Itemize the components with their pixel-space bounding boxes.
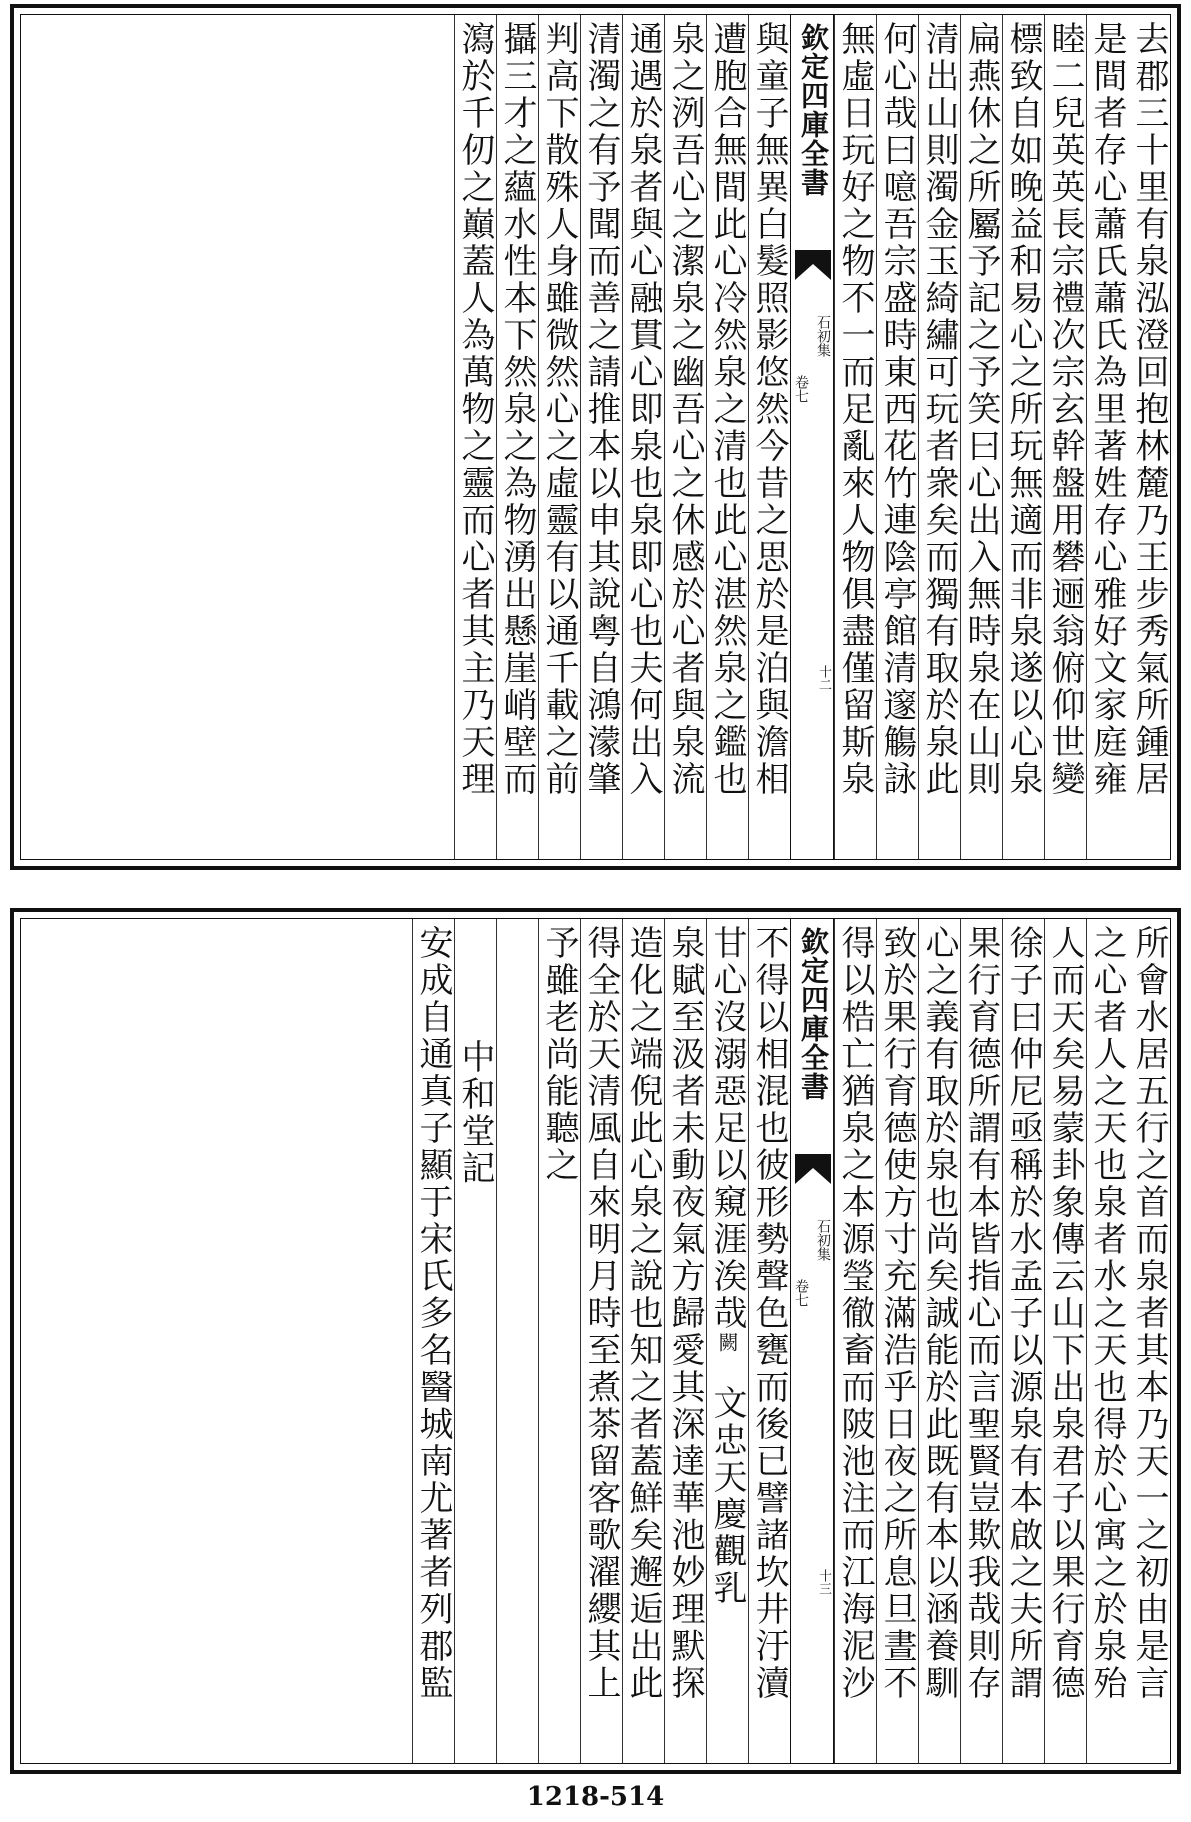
text-column: 致於果行育德使方寸充滿浩乎日夜之所息旦晝不 [876,919,918,1763]
bottom-page-text-frame [20,918,1171,1764]
text-column: 判高下散殊人身雖微然心之虛靈有以通千載之前 [538,15,580,859]
text-column: 造化之端倪此心泉之說也知之者蓋鮮矣邂逅出此 [622,919,664,1763]
text-column: 去郡三十里有泉泓澄回抱林麓乃王步秀氣所鍾居 [1129,21,1169,798]
text-column: 泉之洌吾心之潔泉之幽吾心之休感於心者與泉流 [664,15,706,859]
text-column: 無虛日玩好之物不一而足亂來人物俱盡僅留斯泉 [834,15,876,859]
gutter-book-title: 石初集 [815,315,831,357]
center-gutter [790,15,834,859]
text-column: 人而天矣易蒙卦象傳云山下出泉君子以果行育德 [1044,919,1086,1763]
text-column: 瀉於千仞之巔蓋人為萬物之靈而心者其主乃天理 [454,15,496,859]
text-column: 所會水居五行之首而泉者其本乃天一之初由是言 [1129,925,1169,1702]
text-column: 攝三才之蘊水性本下然泉之為物湧出懸崖峭壁而 [496,15,538,859]
text-column: 何心哉曰噫吾宗盛時東西花竹連陰亭館清邃觴詠 [876,15,918,859]
text-column: 扁燕休之所屬予記之予笑曰心出入無時泉在山則 [960,15,1002,859]
inline-note: 闕 [715,1332,739,1355]
gutter-title: 欽定四庫全書 [797,927,830,1101]
text-column: 是間者存心蕭氏蕭氏為里著姓存心雅好文家庭雍 [1086,15,1128,859]
text-column: 與童子無異白髮照影悠然今昔之思於是泊與澹相 [748,15,790,859]
text-column: 清出山則濁金玉綺繡可玩者衆矣而獨有取於泉此 [918,15,960,859]
text-column: 心之義有取於泉也尚矣誠能於此既有本以涵養馴 [918,919,960,1763]
gutter-juan: 卷七 [793,375,809,403]
text-column: 不得以相混也彼形勢聲色甕而後已譬諸坎井汙瀆 [748,919,790,1763]
text-column: 予雖老尚能聽之 [538,919,580,1763]
center-gutter [790,919,834,1763]
gutter-folio: 十三 [816,1569,831,1595]
text-column: 通遇於泉者與心融貫心即泉也泉即心也夫何出入 [622,15,664,859]
page-number: 1218-514 [526,1782,665,1812]
text-column: 泉賦至汲者未動夜氣方歸愛其深達華池妙理默探 [664,919,706,1763]
gutter-book-title: 石初集 [815,1219,831,1261]
text-column: 清濁之有予聞而善之請推本以申其說粤自鴻濛肇 [580,15,622,859]
text-column: 果行育德所謂有本皆指心而言聖賢豈欺我哉則存 [960,919,1002,1763]
text-column: 徐子曰仲尼亟稱於水孟子以源泉有本啟之夫所謂 [1002,919,1044,1763]
gutter-title: 欽定四庫全書 [797,23,830,197]
text-column: 遭胞合無間此心冷然泉之清也此心湛然泉之鑑也 [706,15,748,859]
section-heading: 中和堂記 [454,919,496,1763]
text-column: 安成自通真子顯于宋氏多名醫城南尤著者列郡監 [412,919,454,1763]
gutter-juan: 卷七 [793,1279,809,1307]
text-column: 之心者人之天也泉者水之天也得於心寓之於泉殆 [1086,919,1128,1763]
text-column: 得全於天清風自來明月時至煮茶留客歌濯纓其上 [580,919,622,1763]
bottom-page [10,908,1181,1774]
text-column: 標致自如晚益和易心之所玩無適而非泉遂以心泉 [1002,15,1044,859]
top-page-text-frame [20,14,1171,860]
fishtail-mark-icon [795,250,831,290]
text-column: 睦二兒英英長宗禮次宗玄幹盤用礬逦翁俯仰世變 [1044,15,1086,859]
blank-column [496,919,538,1763]
inline-note: 文忠天慶觀乳 [707,1385,747,1607]
top-page [10,4,1181,870]
text-column [706,919,748,1763]
gutter-folio: 十二 [816,665,831,691]
text-run: 甘心沒溺惡足以窺涯涘哉 [707,925,747,1332]
text-column: 得以梏亡猶泉之本源瑩徹畜而陂池注而江海泥沙 [834,919,876,1763]
fishtail-mark-icon [795,1154,831,1194]
